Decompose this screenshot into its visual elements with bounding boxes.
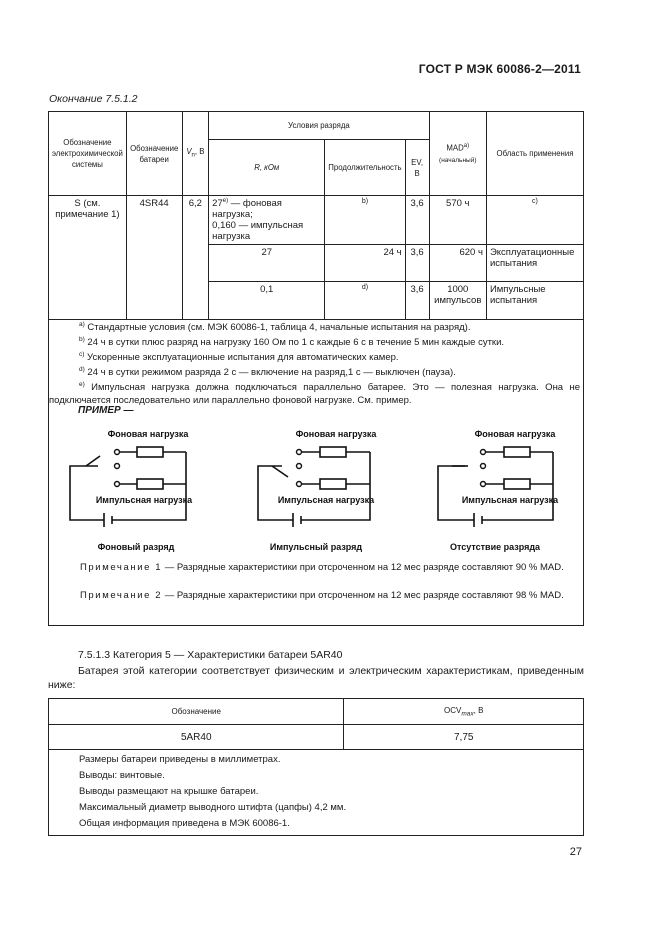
background-load-label-2: Фоновая нагрузка [295,429,377,439]
pulse-load-label-3: Импульсная нагрузка [461,495,559,505]
header-system: Обозначение электрохимической системы [49,112,127,196]
application-cell-3: Импульсные испытания [486,282,583,320]
header-duration: Продолжительность [325,140,405,196]
application-cell-1: c) [486,196,583,245]
header-application: Область применения [486,112,583,196]
designation-value: 5AR40 [49,725,344,750]
header-vn: $V_n$, В [182,112,209,196]
mad-cell-1: 570 ч [429,196,486,245]
duration-cell-3: d) [325,282,405,320]
info-line-5: Общая информация приведена в МЭК 60086-1. [79,818,290,829]
header-battery: Обозначение батареи [126,112,182,196]
page-number: 27 [569,846,582,858]
info-line-4: Максимальный диаметр выводного штифта (цапфы) 4,2 мм. [79,802,347,813]
example-label: ПРИМЕР — [78,405,134,416]
application-cell-2: Эксплуатационные испытания [486,245,583,282]
info-line-1: Размеры батареи приведены в миллиметрах. [79,754,281,765]
caption-background-discharge: Фоновый разряд [97,542,175,552]
mad-cell-3: 1000 импульсов [429,282,486,320]
characteristics-table [48,698,584,750]
ocv-value: 7,75 [344,725,584,750]
pulse-load-label-1: Импульсная нагрузка [95,495,193,505]
caption-pulse-discharge: Импульсный разряд [269,542,363,552]
battery-cell: 4SR44 [126,196,182,320]
header-ocv: $OCV_{max}$, В [344,699,584,725]
r-cell-3: 0,1 [209,282,325,320]
header-ev: EV, В [405,140,429,196]
note-2: Примечание 2 — Разрядные характеристики при отсроченном на 12 мес разряде составляют 98 % MAD. [80,590,564,601]
info-line-2: Выводы: винтовые. [79,770,165,781]
footnote-e: $^{e)}$ Импульсная нагрузка должна подключаться параллельно батарее. Это — полезная нагрузка. Она не подключается последовательно или параллельно фоновой нагрузке. См. пример. [49,381,580,407]
mad-cell-2: 620 ч [429,245,486,282]
continuation-label: Окончание 7.5.1.2 [49,93,138,105]
background-load-label-1: Фоновая нагрузка [107,429,189,439]
footnote-b: $^{b)}$ 24 ч в сутки плюс разряд на нагрузку 160 Ом по 1 с каждые 6 с в течение 5 мин каждые сутки. [79,336,505,349]
footnote-c: $^{c)}$ Ускоренные эксплуатационные испытания для автоматических камер. [79,351,399,364]
document-header: ГОСТ Р МЭК 60086-2—2011 [418,62,581,76]
battery-table [48,111,584,320]
header-r: R, кОм [209,140,325,196]
system-cell: S (см. примечание 1) [49,196,127,320]
header-designation: Обозначение [49,699,344,725]
info-line-3: Выводы размещают на крышке батареи. [79,786,259,797]
footnote-d: $^{d)}$ 24 ч в сутки режимом разряда 2 с — включение на разряд,1 с — выключен (пауза). [79,366,456,379]
duration-cell-1: b) [325,196,405,245]
duration-cell-2: 24 ч [325,245,405,282]
ev-cell-1: 3,6 [405,196,429,245]
r-cell-1: 27$^{e)}$ — фоновая нагрузка; 0,160 — импульсная нагрузка [209,196,325,245]
section-paragraph: Батарея этой категории соответствует физическим и электрическим характеристикам, приведенным ниже: [48,665,584,691]
pulse-load-label-2: Импульсная нагрузка [277,495,375,505]
section-heading: 7.5.1.3 Категория 5 — Характеристики батареи 5AR40 [78,649,343,661]
header-conditions: Условия разряда [209,112,429,140]
vn-cell: 6,2 [182,196,209,320]
circuit-diagrams [48,425,582,560]
note-1: Примечание 1 — Разрядные характеристики при отсроченном на 12 мес разряде составляют 90 % MAD. [80,562,564,573]
header-mad: MAD$^{a)}$ (начальный) [429,112,486,196]
background-load-label-3: Фоновая нагрузка [474,429,556,439]
r-cell-2: 27 [209,245,325,282]
ev-cell-3: 3,6 [405,282,429,320]
footnote-a: $^{a)}$ Стандартные условия (см. МЭК 60086-1, таблица 4, начальные испытания на разряд). [79,321,471,334]
caption-no-discharge: Отсутствие разряда [449,542,541,552]
ev-cell-2: 3,6 [405,245,429,282]
